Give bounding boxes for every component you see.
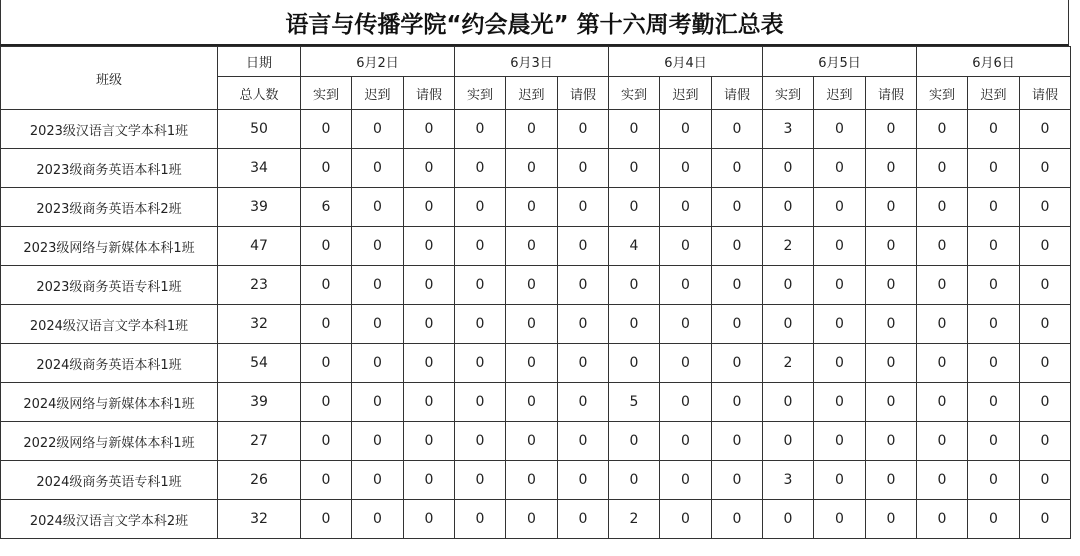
present-count-cell: 0 bbox=[455, 188, 506, 227]
late-count-cell: 0 bbox=[968, 266, 1020, 305]
leave-count-cell: 0 bbox=[866, 422, 917, 461]
late-count-cell: 0 bbox=[814, 500, 866, 539]
leave-count-cell: 0 bbox=[404, 227, 455, 266]
present-count-cell: 0 bbox=[763, 422, 814, 461]
total-count-cell: 23 bbox=[218, 266, 301, 305]
present-count-cell: 0 bbox=[609, 149, 660, 188]
total-count-cell: 47 bbox=[218, 227, 301, 266]
late-count-cell: 0 bbox=[352, 461, 404, 500]
present-count-cell: 0 bbox=[763, 149, 814, 188]
total-count-cell: 32 bbox=[218, 500, 301, 539]
total-count-cell: 27 bbox=[218, 422, 301, 461]
attendance-table bbox=[0, 46, 1071, 539]
table-row bbox=[1, 266, 1071, 305]
present-count-cell: 0 bbox=[455, 383, 506, 422]
leave-count-cell: 0 bbox=[1020, 149, 1071, 188]
present-header: 实到 bbox=[609, 77, 660, 110]
late-count-cell: 0 bbox=[814, 110, 866, 149]
present-count-cell: 0 bbox=[301, 266, 352, 305]
late-count-cell: 0 bbox=[968, 149, 1020, 188]
total-count-cell: 34 bbox=[218, 149, 301, 188]
late-count-cell: 0 bbox=[660, 344, 712, 383]
late-count-cell: 0 bbox=[814, 383, 866, 422]
late-count-cell: 0 bbox=[814, 422, 866, 461]
leave-header: 请假 bbox=[558, 77, 609, 110]
present-header: 实到 bbox=[301, 77, 352, 110]
leave-count-cell: 0 bbox=[404, 500, 455, 539]
late-count-cell: 0 bbox=[506, 344, 558, 383]
leave-count-cell: 0 bbox=[866, 149, 917, 188]
late-count-cell: 0 bbox=[814, 188, 866, 227]
present-count-cell: 4 bbox=[609, 227, 660, 266]
late-count-cell: 0 bbox=[506, 383, 558, 422]
late-count-cell: 0 bbox=[968, 110, 1020, 149]
late-count-cell: 0 bbox=[968, 422, 1020, 461]
table-row bbox=[1, 422, 1071, 461]
total-header: 总人数 bbox=[218, 77, 301, 110]
present-count-cell: 0 bbox=[455, 461, 506, 500]
date-column-header: 6月5日 bbox=[763, 47, 917, 77]
class-name-cell: 2024级网络与新媒体本科1班 bbox=[1, 383, 218, 422]
late-count-cell: 0 bbox=[352, 188, 404, 227]
late-count-cell: 0 bbox=[660, 188, 712, 227]
class-name-cell: 2024级汉语言文学本科1班 bbox=[1, 305, 218, 344]
late-count-cell: 0 bbox=[506, 305, 558, 344]
leave-count-cell: 0 bbox=[712, 500, 763, 539]
table-row bbox=[1, 344, 1071, 383]
present-count-cell: 0 bbox=[917, 227, 968, 266]
late-count-cell: 0 bbox=[814, 266, 866, 305]
table-row bbox=[1, 500, 1071, 539]
late-count-cell: 0 bbox=[660, 149, 712, 188]
late-count-cell: 0 bbox=[814, 149, 866, 188]
leave-count-cell: 0 bbox=[712, 227, 763, 266]
late-count-cell: 0 bbox=[506, 422, 558, 461]
present-count-cell: 0 bbox=[763, 500, 814, 539]
late-count-cell: 0 bbox=[352, 266, 404, 305]
present-count-cell: 0 bbox=[609, 266, 660, 305]
late-count-cell: 0 bbox=[352, 149, 404, 188]
leave-count-cell: 0 bbox=[404, 305, 455, 344]
present-count-cell: 0 bbox=[455, 266, 506, 305]
leave-header: 请假 bbox=[712, 77, 763, 110]
present-count-cell: 0 bbox=[917, 266, 968, 305]
total-count-cell: 50 bbox=[218, 110, 301, 149]
leave-count-cell: 0 bbox=[558, 149, 609, 188]
leave-count-cell: 0 bbox=[558, 422, 609, 461]
late-count-cell: 0 bbox=[352, 305, 404, 344]
late-count-cell: 0 bbox=[506, 227, 558, 266]
late-count-cell: 0 bbox=[660, 266, 712, 305]
late-count-cell: 0 bbox=[506, 266, 558, 305]
present-count-cell: 3 bbox=[763, 461, 814, 500]
leave-header: 请假 bbox=[1020, 77, 1071, 110]
leave-count-cell: 0 bbox=[866, 110, 917, 149]
present-count-cell: 0 bbox=[301, 305, 352, 344]
class-name-cell: 2023级网络与新媒体本科1班 bbox=[1, 227, 218, 266]
present-count-cell: 2 bbox=[763, 227, 814, 266]
present-header: 实到 bbox=[763, 77, 814, 110]
date-column-header: 6月6日 bbox=[917, 47, 1071, 77]
leave-count-cell: 0 bbox=[866, 383, 917, 422]
leave-count-cell: 0 bbox=[866, 344, 917, 383]
present-count-cell: 0 bbox=[455, 227, 506, 266]
late-count-cell: 0 bbox=[506, 110, 558, 149]
leave-count-cell: 0 bbox=[404, 149, 455, 188]
leave-count-cell: 0 bbox=[712, 266, 763, 305]
leave-count-cell: 0 bbox=[404, 188, 455, 227]
present-count-cell: 0 bbox=[609, 305, 660, 344]
late-count-cell: 0 bbox=[968, 305, 1020, 344]
present-count-cell: 3 bbox=[763, 110, 814, 149]
leave-count-cell: 0 bbox=[866, 227, 917, 266]
table-row bbox=[1, 188, 1071, 227]
present-count-cell: 0 bbox=[917, 188, 968, 227]
present-count-cell: 0 bbox=[917, 110, 968, 149]
leave-count-cell: 0 bbox=[404, 344, 455, 383]
late-count-cell: 0 bbox=[506, 188, 558, 227]
leave-count-cell: 0 bbox=[712, 461, 763, 500]
late-count-cell: 0 bbox=[968, 344, 1020, 383]
present-count-cell: 0 bbox=[455, 422, 506, 461]
leave-count-cell: 0 bbox=[712, 110, 763, 149]
late-count-cell: 0 bbox=[352, 110, 404, 149]
date-header: 日期 bbox=[218, 47, 301, 77]
present-count-cell: 0 bbox=[917, 383, 968, 422]
leave-count-cell: 0 bbox=[712, 305, 763, 344]
present-count-cell: 6 bbox=[301, 188, 352, 227]
present-count-cell: 0 bbox=[455, 344, 506, 383]
table-row bbox=[1, 461, 1071, 500]
leave-count-cell: 0 bbox=[558, 461, 609, 500]
present-count-cell: 2 bbox=[763, 344, 814, 383]
present-count-cell: 0 bbox=[609, 344, 660, 383]
present-header: 实到 bbox=[917, 77, 968, 110]
leave-count-cell: 0 bbox=[712, 383, 763, 422]
present-count-cell: 0 bbox=[917, 344, 968, 383]
late-header: 迟到 bbox=[506, 77, 558, 110]
present-count-cell: 0 bbox=[301, 461, 352, 500]
late-count-cell: 0 bbox=[660, 305, 712, 344]
present-count-cell: 0 bbox=[763, 188, 814, 227]
class-name-cell: 2023级汉语言文学本科1班 bbox=[1, 110, 218, 149]
late-count-cell: 0 bbox=[660, 227, 712, 266]
leave-count-cell: 0 bbox=[1020, 500, 1071, 539]
present-count-cell: 0 bbox=[301, 500, 352, 539]
late-count-cell: 0 bbox=[660, 110, 712, 149]
total-count-cell: 26 bbox=[218, 461, 301, 500]
late-count-cell: 0 bbox=[660, 422, 712, 461]
leave-count-cell: 0 bbox=[1020, 305, 1071, 344]
present-count-cell: 0 bbox=[609, 188, 660, 227]
present-count-cell: 0 bbox=[301, 227, 352, 266]
table-row bbox=[1, 383, 1071, 422]
present-count-cell: 0 bbox=[301, 383, 352, 422]
sheet-title: 语言与传播学院“约会晨光” 第十六周考勤汇总表 bbox=[0, 0, 1069, 46]
class-name-cell: 2024级商务英语专科1班 bbox=[1, 461, 218, 500]
present-count-cell: 0 bbox=[301, 422, 352, 461]
leave-count-cell: 0 bbox=[404, 266, 455, 305]
table-row bbox=[1, 149, 1071, 188]
present-count-cell: 0 bbox=[917, 500, 968, 539]
total-count-cell: 39 bbox=[218, 188, 301, 227]
present-count-cell: 0 bbox=[301, 344, 352, 383]
present-count-cell: 5 bbox=[609, 383, 660, 422]
present-count-cell: 0 bbox=[917, 305, 968, 344]
leave-count-cell: 0 bbox=[712, 188, 763, 227]
leave-count-cell: 0 bbox=[1020, 227, 1071, 266]
late-count-cell: 0 bbox=[352, 383, 404, 422]
leave-count-cell: 0 bbox=[1020, 461, 1071, 500]
date-column-header: 6月4日 bbox=[609, 47, 763, 77]
class-name-cell: 2024级商务英语本科1班 bbox=[1, 344, 218, 383]
leave-count-cell: 0 bbox=[866, 305, 917, 344]
late-header: 迟到 bbox=[352, 77, 404, 110]
present-count-cell: 0 bbox=[301, 149, 352, 188]
class-name-cell: 2024级汉语言文学本科2班 bbox=[1, 500, 218, 539]
class-header: 班级 bbox=[1, 47, 218, 110]
late-count-cell: 0 bbox=[814, 227, 866, 266]
leave-count-cell: 0 bbox=[558, 500, 609, 539]
leave-count-cell: 0 bbox=[1020, 110, 1071, 149]
leave-count-cell: 0 bbox=[712, 344, 763, 383]
late-count-cell: 0 bbox=[352, 500, 404, 539]
present-count-cell: 0 bbox=[609, 110, 660, 149]
leave-count-cell: 0 bbox=[712, 149, 763, 188]
late-count-cell: 0 bbox=[814, 461, 866, 500]
late-count-cell: 0 bbox=[660, 500, 712, 539]
leave-count-cell: 0 bbox=[866, 188, 917, 227]
late-count-cell: 0 bbox=[352, 422, 404, 461]
class-name-cell: 2022级网络与新媒体本科1班 bbox=[1, 422, 218, 461]
leave-count-cell: 0 bbox=[558, 305, 609, 344]
table-row bbox=[1, 305, 1071, 344]
leave-count-cell: 0 bbox=[404, 461, 455, 500]
class-name-cell: 2023级商务英语专科1班 bbox=[1, 266, 218, 305]
date-column-header: 6月2日 bbox=[301, 47, 455, 77]
leave-count-cell: 0 bbox=[1020, 383, 1071, 422]
total-count-cell: 54 bbox=[218, 344, 301, 383]
leave-count-cell: 0 bbox=[1020, 422, 1071, 461]
leave-count-cell: 0 bbox=[866, 500, 917, 539]
present-count-cell: 0 bbox=[763, 305, 814, 344]
late-count-cell: 0 bbox=[968, 227, 1020, 266]
leave-header: 请假 bbox=[404, 77, 455, 110]
present-count-cell: 0 bbox=[455, 500, 506, 539]
present-count-cell: 0 bbox=[763, 266, 814, 305]
present-count-cell: 0 bbox=[763, 383, 814, 422]
leave-count-cell: 0 bbox=[712, 422, 763, 461]
late-header: 迟到 bbox=[968, 77, 1020, 110]
leave-count-cell: 0 bbox=[558, 383, 609, 422]
late-count-cell: 0 bbox=[506, 500, 558, 539]
present-count-cell: 0 bbox=[917, 422, 968, 461]
table-row bbox=[1, 227, 1071, 266]
present-count-cell: 0 bbox=[301, 110, 352, 149]
late-count-cell: 0 bbox=[660, 383, 712, 422]
leave-count-cell: 0 bbox=[866, 266, 917, 305]
late-count-cell: 0 bbox=[968, 500, 1020, 539]
total-count-cell: 39 bbox=[218, 383, 301, 422]
leave-count-cell: 0 bbox=[1020, 266, 1071, 305]
late-count-cell: 0 bbox=[968, 188, 1020, 227]
class-name-cell: 2023级商务英语本科2班 bbox=[1, 188, 218, 227]
leave-count-cell: 0 bbox=[1020, 344, 1071, 383]
late-count-cell: 0 bbox=[814, 305, 866, 344]
present-count-cell: 2 bbox=[609, 500, 660, 539]
present-count-cell: 0 bbox=[917, 461, 968, 500]
leave-count-cell: 0 bbox=[558, 188, 609, 227]
leave-count-cell: 0 bbox=[404, 383, 455, 422]
late-count-cell: 0 bbox=[814, 344, 866, 383]
late-count-cell: 0 bbox=[506, 149, 558, 188]
late-count-cell: 0 bbox=[660, 461, 712, 500]
late-header: 迟到 bbox=[660, 77, 712, 110]
table-row bbox=[1, 110, 1071, 149]
leave-header: 请假 bbox=[866, 77, 917, 110]
class-name-cell: 2023级商务英语本科1班 bbox=[1, 149, 218, 188]
present-count-cell: 0 bbox=[917, 149, 968, 188]
present-count-cell: 0 bbox=[455, 305, 506, 344]
leave-count-cell: 0 bbox=[558, 110, 609, 149]
present-count-cell: 0 bbox=[455, 110, 506, 149]
leave-count-cell: 0 bbox=[558, 344, 609, 383]
late-count-cell: 0 bbox=[968, 461, 1020, 500]
leave-count-cell: 0 bbox=[558, 266, 609, 305]
date-column-header: 6月3日 bbox=[455, 47, 609, 77]
present-count-cell: 0 bbox=[609, 422, 660, 461]
leave-count-cell: 0 bbox=[866, 461, 917, 500]
late-count-cell: 0 bbox=[506, 461, 558, 500]
leave-count-cell: 0 bbox=[1020, 188, 1071, 227]
present-count-cell: 0 bbox=[455, 149, 506, 188]
leave-count-cell: 0 bbox=[404, 110, 455, 149]
late-count-cell: 0 bbox=[352, 344, 404, 383]
present-header: 实到 bbox=[455, 77, 506, 110]
total-count-cell: 32 bbox=[218, 305, 301, 344]
leave-count-cell: 0 bbox=[558, 227, 609, 266]
present-count-cell: 0 bbox=[609, 461, 660, 500]
late-count-cell: 0 bbox=[968, 383, 1020, 422]
leave-count-cell: 0 bbox=[404, 422, 455, 461]
late-header: 迟到 bbox=[814, 77, 866, 110]
late-count-cell: 0 bbox=[352, 227, 404, 266]
